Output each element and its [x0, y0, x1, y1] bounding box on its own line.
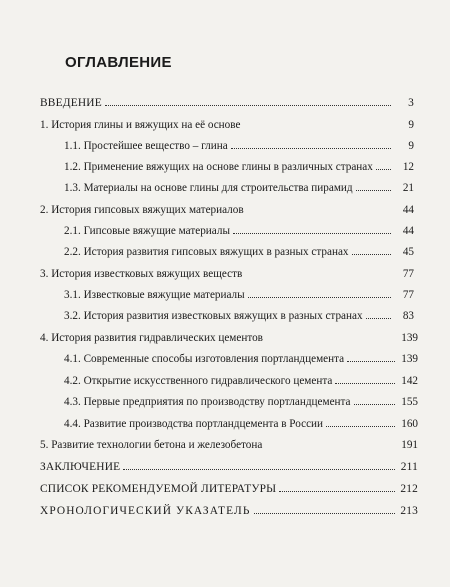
toc-entry-label: 1.2. Применение вяжущих на основе глины в различных странах	[64, 161, 373, 173]
toc-entry	[40, 203, 414, 217]
toc-entry	[40, 460, 418, 474]
dot-leader	[376, 160, 391, 170]
toc-entry-page-number: 213	[400, 505, 418, 517]
toc-entry	[64, 395, 418, 409]
page-title: ОГЛАВЛЕНИЕ	[65, 54, 172, 71]
toc-entry-label: 4.3. Первые предприятия по производству портландцемента	[64, 396, 351, 408]
dot-leader	[243, 119, 391, 128]
dot-leader	[245, 268, 391, 277]
dot-leader	[266, 332, 395, 341]
toc-entry-page-number: 21	[402, 182, 414, 194]
toc-entry-page-number: 155	[401, 396, 418, 408]
toc-entry-label: 4.4. Развитие производства портландцемента в России	[64, 418, 324, 430]
toc-entry-label: 4.2. Открытие искусственного гидравлического цемента	[64, 375, 333, 387]
toc-entry-label: ХРОНОЛОГИЧЕСКИЙ УКАЗАТЕЛЬ	[40, 505, 251, 517]
toc-entry	[64, 139, 414, 153]
toc-entry-label: 3.1. Известковые вяжущие материалы	[64, 289, 245, 301]
toc-entry	[64, 417, 418, 431]
toc-entry-page-number: 3	[408, 97, 414, 109]
dot-leader	[247, 204, 391, 213]
dot-leader	[254, 504, 396, 514]
dot-leader	[265, 439, 395, 448]
toc-entry	[40, 438, 418, 452]
dot-leader	[354, 395, 395, 405]
dot-leader	[279, 482, 395, 492]
toc-entry-page-number: 142	[401, 375, 418, 387]
toc-entry	[64, 181, 414, 195]
toc-entry-page-number: 191	[401, 439, 418, 451]
toc-entry-label: 3.2. История развития известковых вяжущих в разных странах	[64, 310, 363, 322]
toc-entry-page-number: 139	[401, 353, 418, 365]
toc-entry	[64, 374, 418, 388]
toc-entry-label: ЗАКЛЮЧЕНИЕ	[40, 461, 121, 473]
toc-entry-page-number: 139	[401, 332, 418, 344]
dot-leader	[356, 181, 391, 191]
toc-entry-label: 2.2. История развития гипсовых вяжущих в разных странах	[64, 246, 349, 258]
toc-entry-label: СПИСОК РЕКОМЕНДУЕМОЙ ЛИТЕРАТУРЫ	[40, 483, 277, 495]
dot-leader	[335, 374, 395, 384]
toc-entry-label: 3. История известковых вяжущих веществ	[40, 268, 243, 280]
toc-entry-label: 1.1. Простейшее вещество – глина	[64, 140, 228, 152]
toc-entry	[64, 224, 414, 238]
dot-leader	[347, 352, 395, 362]
dot-leader	[233, 224, 391, 234]
toc-entry-page-number: 44	[402, 204, 414, 216]
toc-entry-page-number: 9	[408, 119, 414, 131]
toc-entry-page-number: 77	[402, 289, 414, 301]
toc-entry-label: 1. История глины и вяжущих на её основе	[40, 119, 241, 131]
toc-entry-page-number: 9	[408, 140, 414, 152]
toc-entry-label: ВВЕДЕНИЕ	[40, 97, 102, 109]
toc-entry	[40, 482, 418, 496]
toc-entry-page-number: 77	[402, 268, 414, 280]
toc-entry-page-number: 44	[402, 225, 414, 237]
toc-entry	[40, 331, 418, 345]
toc-entry	[64, 245, 414, 259]
toc-entry	[64, 288, 414, 302]
dot-leader	[366, 309, 391, 319]
toc-entry-page-number: 212	[400, 483, 418, 495]
dot-leader	[352, 245, 391, 255]
dot-leader	[326, 417, 395, 427]
toc-entry-page-number: 211	[400, 461, 418, 473]
toc-entry-page-number: 83	[402, 310, 414, 322]
toc-entry-label: 4.1. Современные способы изготовления портландцемента	[64, 353, 345, 365]
toc-entry-label: 1.3. Материалы на основе глины для строительства пирамид	[64, 182, 353, 194]
toc-entry-page-number: 160	[401, 418, 418, 430]
dot-leader	[231, 139, 391, 149]
toc-entry-page-number: 12	[402, 161, 414, 173]
toc-entry	[64, 309, 414, 323]
toc-entry	[40, 267, 414, 281]
toc-entry-label: 2.1. Гипсовые вяжущие материалы	[64, 225, 230, 237]
toc-entry-label: 2. История гипсовых вяжущих материалов	[40, 204, 244, 216]
toc-entry	[64, 352, 418, 366]
toc-entry-label: 5. Развитие технологии бетона и железобетона	[40, 439, 263, 451]
toc-entry	[40, 504, 418, 518]
toc-entry	[64, 160, 414, 174]
dot-leader	[123, 460, 395, 470]
toc-entry	[40, 118, 414, 132]
toc-entry	[40, 96, 414, 110]
dot-leader	[248, 288, 391, 298]
toc-entry-label: 4. История развития гидравлических цементов	[40, 332, 263, 344]
toc-entry-page-number: 45	[402, 246, 414, 258]
dot-leader	[105, 96, 391, 106]
